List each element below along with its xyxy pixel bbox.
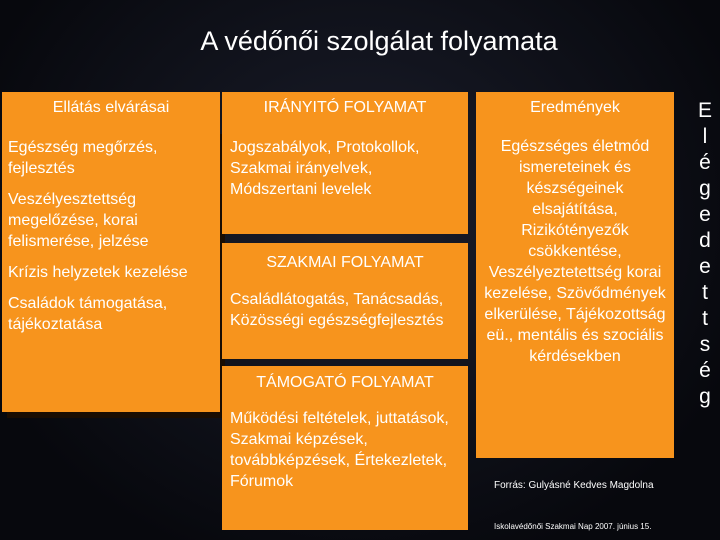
vertical-letter: s — [699, 333, 711, 356]
footer-note: Iskolavédőnői Szakmai Nap 2007. június 15. — [494, 522, 652, 531]
support-process-header-box — [222, 366, 468, 402]
vertical-letter: d — [699, 229, 711, 252]
results-box — [476, 128, 674, 458]
professional-process-box — [222, 283, 468, 359]
requirement-item: Veszélyesztettség megelőzése, korai felismerése, jelzése — [8, 191, 149, 250]
support-process-box — [222, 402, 468, 530]
support-process-text: Működési feltételek, juttatások, Szakmai képzések, továbbképzések, Értekezletek, Fórumok — [230, 410, 449, 490]
directing-process-box — [222, 128, 468, 234]
requirement-item: Egészség megőrzés, fejlesztés — [8, 139, 158, 177]
vertical-letter: t — [702, 307, 708, 330]
vertical-letter: l — [702, 125, 708, 148]
vertical-letter: é — [699, 151, 711, 174]
requirements-header: Ellátás elvárásai — [52, 99, 170, 116]
professional-process-header: SZAKMAI FOLYAMAT — [266, 254, 424, 271]
requirement-item: Családok támogatása, tájékoztatása — [8, 295, 168, 333]
professional-process-header-box — [222, 243, 468, 283]
slide-title: A védőnői szolgálat folyamata — [200, 26, 558, 56]
vertical-letter: e — [699, 255, 711, 278]
vertical-word — [693, 98, 717, 410]
results-header-box — [476, 92, 674, 128]
directing-process-header-box — [222, 92, 468, 128]
support-process-header: TÁMOGATÓ FOLYAMAT — [256, 374, 434, 391]
professional-process-text: Családlátogatás, Tanácsadás, Közösségi egészségfejlesztés — [230, 291, 444, 329]
requirement-item: Krízis helyzetek kezelése — [8, 264, 188, 281]
vertical-letter: g — [699, 177, 711, 200]
vertical-letter: g — [699, 385, 711, 408]
requirements-box — [2, 128, 220, 412]
results-text: Egészséges életmód ismereteinek és készségeinek elsajátítása, Rizikótényezők csökkentése, Veszélyeztetettség korai kezelése, Szövődmények elkerülése, Tájékozottság eü., mentális és szociális kérdésekben — [484, 138, 666, 365]
directing-process-text: Jogszabályok, Protokollok, Szakmai irányelvek, Módszertani levelek — [230, 139, 420, 198]
requirements-header-box — [2, 92, 220, 128]
vertical-letter: é — [699, 359, 711, 382]
vertical-letter: E — [697, 99, 712, 122]
vertical-letter: t — [702, 281, 708, 304]
source-note: Forrás: Gulyásné Kedves Magdolna — [494, 480, 654, 491]
vertical-letter: e — [699, 203, 711, 226]
results-header: Eredmények — [530, 99, 620, 116]
directing-process-header: IRÁNYITÓ FOLYAMAT — [263, 99, 427, 116]
